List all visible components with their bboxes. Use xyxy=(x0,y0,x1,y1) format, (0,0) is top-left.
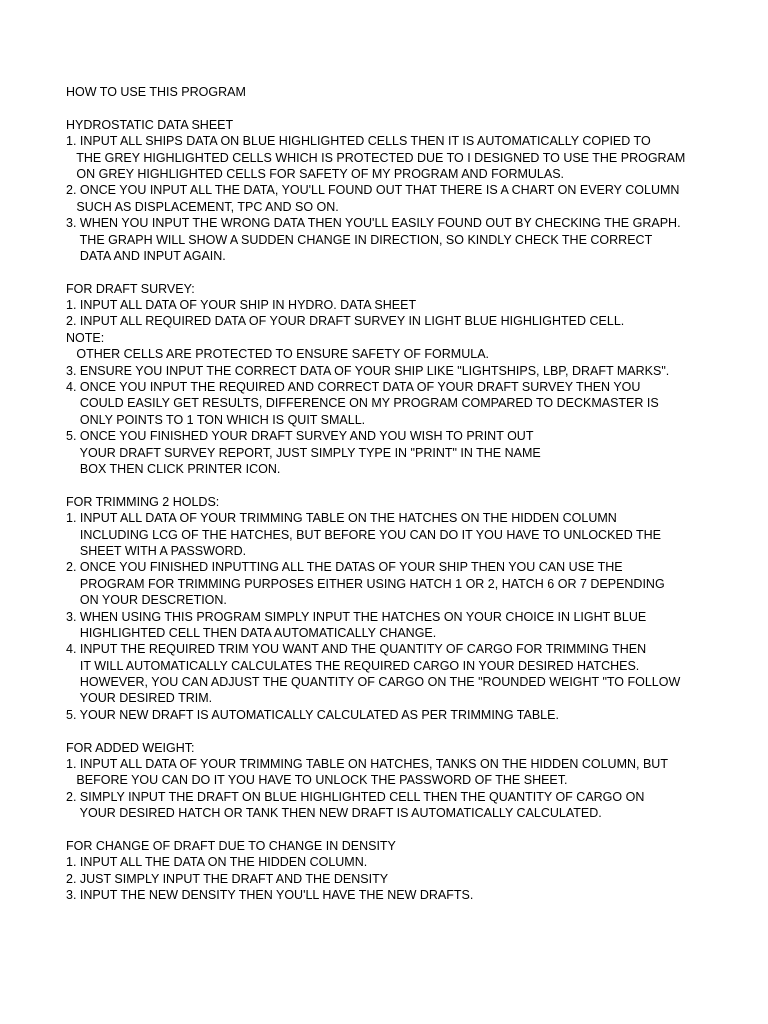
text-line: 1. INPUT ALL SHIPS DATA ON BLUE HIGHLIGHTED CELLS THEN IT IS AUTOMATICALLY COPIED TO xyxy=(66,134,651,149)
text-line: 4. ONCE YOU INPUT THE REQUIRED AND CORRECT DATA OF YOUR DRAFT SURVEY THEN YOU xyxy=(66,380,641,395)
text-line: FOR DRAFT SURVEY: xyxy=(66,281,195,296)
text-line: 2. JUST SIMPLY INPUT THE DRAFT AND THE DENSITY xyxy=(66,871,389,886)
blank-line xyxy=(66,264,756,280)
text-line: 3. ENSURE YOU INPUT THE CORRECT DATA OF YOUR SHIP LIKE "LIGHTSHIPS, LBP, DRAFT MARKS". xyxy=(66,363,670,378)
text-line: 4. INPUT THE REQUIRED TRIM YOU WANT AND THE QUANTITY OF CARGO FOR TRIMMING THEN xyxy=(66,642,647,657)
blank-line xyxy=(66,477,756,493)
text-line: 1. INPUT ALL DATA OF YOUR TRIMMING TABLE ON HATCHES, TANKS ON THE HIDDEN COLUMN, BUT xyxy=(66,757,668,772)
text-line: 2. ONCE YOU FINISHED INPUTTING ALL THE DATAS OF YOUR SHIP THEN YOU CAN USE THE xyxy=(66,560,623,575)
text-line: PROGRAM FOR TRIMMING PURPOSES EITHER USING HATCH 1 OR 2, HATCH 6 OR 7 DEPENDING xyxy=(66,576,665,591)
text-line: YOUR DRAFT SURVEY REPORT, JUST SIMPLY TYPE IN "PRINT" IN THE NAME xyxy=(66,445,541,460)
blank-line xyxy=(66,822,756,838)
text-line: HYDROSTATIC DATA SHEET xyxy=(66,117,234,132)
text-line: 2. INPUT ALL REQUIRED DATA OF YOUR DRAFT SURVEY IN LIGHT BLUE HIGHLIGHTED CELL. xyxy=(66,314,625,329)
text-line: THE GREY HIGHLIGHTED CELLS WHICH IS PROTECTED DUE TO I DESIGNED TO USE THE PROGRAM xyxy=(66,150,686,165)
text-line: HIGHLIGHTED CELL THEN DATA AUTOMATICALLY CHANGE. xyxy=(66,625,437,640)
text-line: 2. ONCE YOU INPUT ALL THE DATA, YOU'LL FOUND OUT THAT THERE IS A CHART ON EVERY COLUMN xyxy=(66,183,680,198)
text-line: SUCH AS DISPLACEMENT, TPC AND SO ON. xyxy=(66,199,339,214)
text-line: FOR CHANGE OF DRAFT DUE TO CHANGE IN DENSITY xyxy=(66,838,396,853)
text-line: 1. INPUT ALL DATA OF YOUR TRIMMING TABLE ON THE HATCHES ON THE HIDDEN COLUMN xyxy=(66,511,617,526)
text-line: 3. WHEN USING THIS PROGRAM SIMPLY INPUT THE HATCHES ON YOUR CHOICE IN LIGHT BLUE xyxy=(66,609,647,624)
text-line: ONLY POINTS TO 1 TON WHICH IS QUIT SMALL. xyxy=(66,412,366,427)
text-line: 1. INPUT ALL DATA OF YOUR SHIP IN HYDRO. DATA SHEET xyxy=(66,298,417,313)
text-line: BOX THEN CLICK PRINTER ICON. xyxy=(66,461,281,476)
text-line: INCLUDING LCG OF THE HATCHES, BUT BEFORE YOU CAN DO IT YOU HAVE TO UNLOCKED THE xyxy=(66,527,662,542)
document-body xyxy=(66,84,756,904)
text-line: YOUR DESIRED HATCH OR TANK THEN NEW DRAFT IS AUTOMATICALLY CALCULATED. xyxy=(66,806,602,821)
text-line: 1. INPUT ALL THE DATA ON THE HIDDEN COLUMN. xyxy=(66,855,368,870)
blank-line xyxy=(66,723,756,739)
text-line: 5. YOUR NEW DRAFT IS AUTOMATICALLY CALCULATED AS PER TRIMMING TABLE. xyxy=(66,707,559,722)
text-line: THE GRAPH WILL SHOW A SUDDEN CHANGE IN DIRECTION, SO KINDLY CHECK THE CORRECT xyxy=(66,232,653,247)
text-line: YOUR DESIRED TRIM. xyxy=(66,691,213,706)
text-line: DATA AND INPUT AGAIN. xyxy=(66,248,226,263)
text-line: BEFORE YOU CAN DO IT YOU HAVE TO UNLOCK THE PASSWORD OF THE SHEET. xyxy=(66,773,568,788)
text-line: 5. ONCE YOU FINISHED YOUR DRAFT SURVEY AND YOU WISH TO PRINT OUT xyxy=(66,429,534,444)
text-line: OTHER CELLS ARE PROTECTED TO ENSURE SAFETY OF FORMULA. xyxy=(66,347,489,362)
text-line: ON GREY HIGHLIGHTED CELLS FOR SAFETY OF MY PROGRAM AND FORMULAS. xyxy=(66,166,565,181)
text-line: ON YOUR DESCRETION. xyxy=(66,593,227,608)
text-line: HOWEVER, YOU CAN ADJUST THE QUANTITY OF CARGO ON THE "ROUNDED WEIGHT "TO FOLLOW xyxy=(66,675,681,690)
text-line: COULD EASILY GET RESULTS, DIFFERENCE ON MY PROGRAM COMPARED TO DECKMASTER IS xyxy=(66,396,659,411)
text-line: NOTE: xyxy=(66,330,105,345)
text-line: FOR TRIMMING 2 HOLDS: xyxy=(66,494,220,509)
text-line: 3. WHEN YOU INPUT THE WRONG DATA THEN YOU'LL EASILY FOUND OUT BY CHECKING THE GRAPH. xyxy=(66,216,681,231)
blank-line xyxy=(66,100,756,116)
text-line: HOW TO USE THIS PROGRAM xyxy=(66,85,246,99)
text-line: IT WILL AUTOMATICALLY CALCULATES THE REQUIRED CARGO IN YOUR DESIRED HATCHES. xyxy=(66,658,640,673)
text-line: FOR ADDED WEIGHT: xyxy=(66,740,195,755)
text-line: SHEET WITH A PASSWORD. xyxy=(66,543,247,558)
text-line: 2. SIMPLY INPUT THE DRAFT ON BLUE HIGHLIGHTED CELL THEN THE QUANTITY OF CARGO ON xyxy=(66,789,645,804)
text-line: 3. INPUT THE NEW DENSITY THEN YOU'LL HAVE THE NEW DRAFTS. xyxy=(66,888,474,903)
